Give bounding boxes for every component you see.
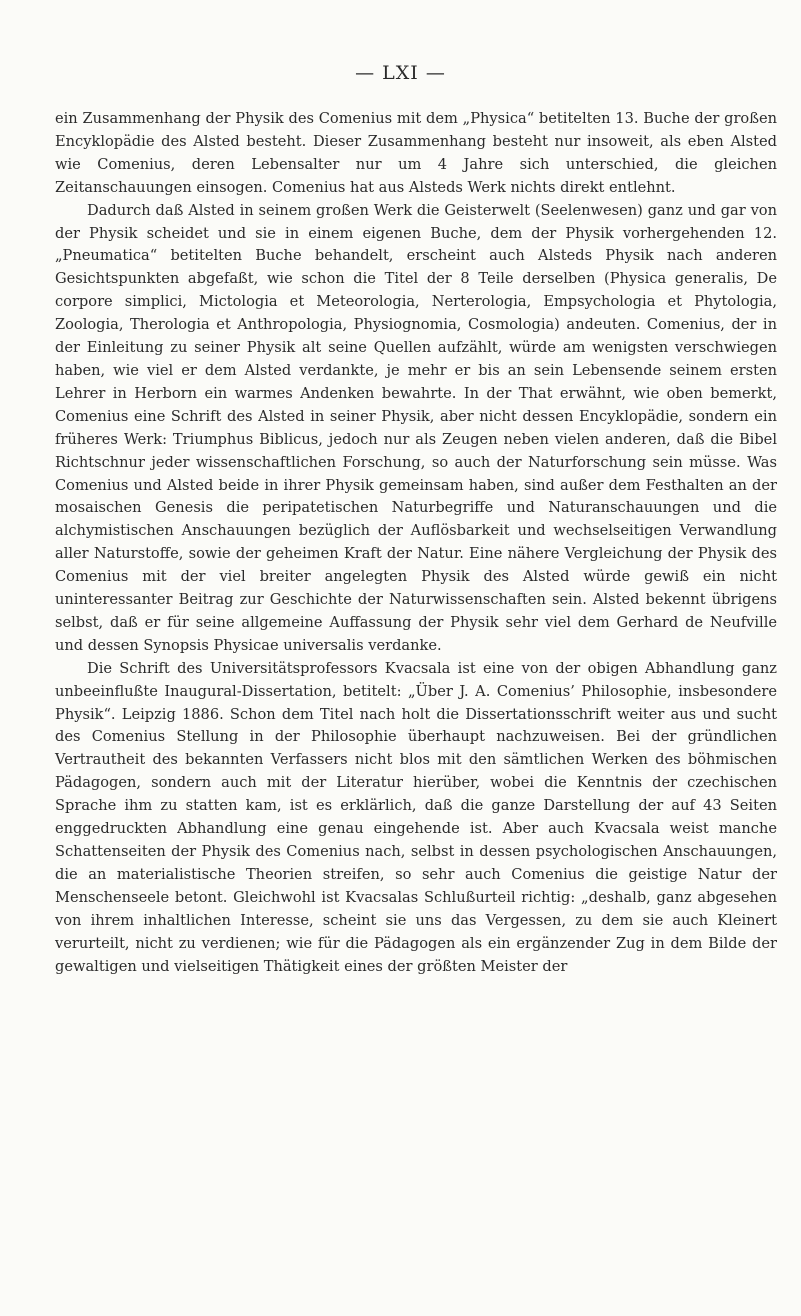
paragraph-1: ein Zusammenhang der Physik des Comenius mit dem „Physica“ betitelten 13. Buche der großen Encyklopädie des Alsted besteht. Dieser Zusammenhang besteht nur insoweit, als eben Alsted wie Comenius, deren Lebensalter nur um 4 Jahre sich unterschied, die gleichen Zeitanschauungen einsogen. Comenius hat aus Alsteds Werk nichts direkt entlehnt.: [55, 110, 777, 196]
body-text: [55, 108, 777, 978]
paragraph-3: Die Schrift des Universitätsprofessors Kvacsala ist eine von der obigen Abhandlung ganz unbeeinflußte Inaugural-Dissertation, betitelt: „Über J. A. Comenius’ Philosophie, insbesondere Physik“. Leipzig 1886. Schon dem Titel nach holt die Dissertationsschrift weiter aus und sucht des Comenius Stellung in der Philosophie überhaupt nachzuweisen. Bei der gründlichen Vertrautheit des bekannten Verfassers nicht blos mit den sämtlichen Werken des böhmischen Pädagogen, sondern auch mit der Literatur hierüber, wobei die Kenntnis der czechischen Sprache ihm zu statten kam, ist es erklärlich, daß die ganze Darstellung der auf 43 Seiten enggedruckten Abhandlung eine genau eingehende ist. Aber auch Kvacsala weist manche Schattenseiten der Physik des Comenius nach, selbst in dessen psychologischen Anschauungen, die an materialistische Theorien streifen, so sehr auch Comenius die geistige Natur der Menschenseele betont. Gleichwohl ist Kvacsalas Schlußurteil richtig: „deshalb, ganz abgesehen von ihrem inhaltlichen Interesse, scheint sie uns das Vergessen, zu dem sie auch Kleinert verurteilt, nicht zu verdienen; wie für die Pädagogen als ein ergänzender Zug in dem Bilde der gewaltigen und vielseitigen Thätigkeit eines der größten Meister der: [55, 659, 777, 975]
page-number: — LXI —: [355, 62, 446, 84]
paragraph-2: Dadurch daß Alsted in seinem großen Werk die Geisterwelt (Seelenwesen) ganz und gar von der Physik scheidet und sie in einem eigenen Buche, dem der Physik vorhergehenden 12. „Pneumatica“ betitelten Buche behandelt, erscheint auch Alsteds Physik nach anderen Gesichtspunkten abgefaßt, wie schon die Titel der 8 Teile derselben (Physica generalis, De corpore simplici, Mictologia et Meteorologia, Nerterologia, Empsychologia et Phytologia, Zoologia, Therologia et Anthropologia, Physiognomia, Cosmologia) andeuten. Comenius, der in der Einleitung zu seiner Physik alt seine Quellen aufzählt, würde am wenigsten verschwiegen haben, wie viel er dem Alsted verdankte, je mehr er bis an sein Lebensende seinem ersten Lehrer in Herborn ein warmes Andenken bewahrte. In der That erwähnt, wie oben bemerkt, Comenius eine Schrift des Alsted in seiner Physik, aber nicht dessen Encyklopädie, sondern ein früheres Werk: Triumphus Biblicus, jedoch nur als Zeugen neben vielen anderen, daß die Bibel Richtschnur jeder wissenschaftlichen Forschung, so auch der Naturforschung sein müsse. Was Comenius und Alsted beide in ihrer Physik gemeinsam haben, sind außer dem Festhalten an der mosaischen Genesis die peripatetischen Naturbegriffe und Naturanschauungen und die alchymistischen Anschauungen bezüglich der Auflösbarkeit und wechselseitigen Verwandlung aller Naturstoffe, sowie der geheimen Kraft der Natur. Eine nähere Vergleichung der Physik des Comenius mit der viel breiter angelegten Physik des Alsted würde gewiß ein nicht uninteressanter Beitrag zur Geschichte der Naturwissenschaften sein. Alsted bekennt übrigens selbst, daß er für seine allgemeine Auffassung der Physik sehr viel dem Gerhard de Neufville und dessen Synopsis Physicae universalis verdanke.: [55, 201, 777, 654]
